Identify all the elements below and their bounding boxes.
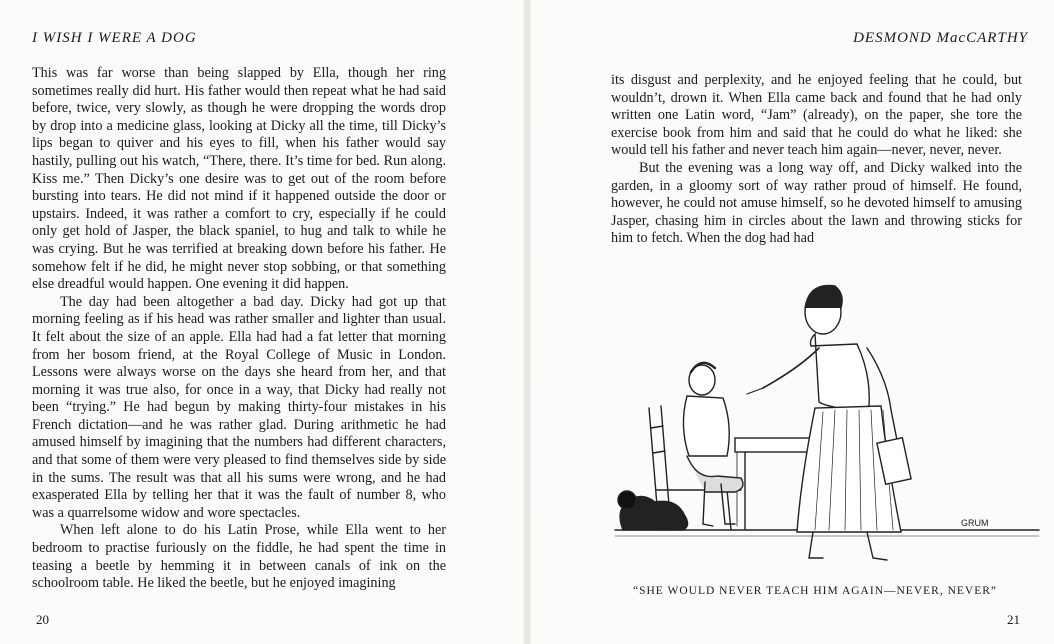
- page-number-right: 21: [1007, 612, 1020, 627]
- illustration-caption: “SHE WOULD NEVER TEACH HIM AGAIN—NEVER, NEVER”: [632, 585, 998, 597]
- paragraph: But the evening was a long way off, and Dicky walked into the garden, in a gloomy sort of way rather proud of himself. He found, however, he could not amuse himself, so he devoted himself to amusing Jasper, chasing him in circles about the lawn and throwing sticks for him to fetch. When the dog had had: [611, 159, 1022, 247]
- illustrator-signature: GRUM: [961, 518, 989, 528]
- paragraph: The day had been altogether a bad day. Dicky had got up that morning feeling as if his head was rather smaller and lighter than usual. It felt about the size of an apple. Ella had had a fat letter that morning from her bosom friend, at the Royal College of Music in London. Lessons were always worse on the days she heard from her, and that morning it was true also, for once in a way, that Dicky had really not been “trying.” He had begun by making thirty-four mistakes in his French dictation—and he was rather glad. During arithmetic he had amused himself by imagining that the numbers had different characters, and that some of them were very pleased to find themselves side by side in the sums. The result was that all his sums were wrong, and he had exasperated Ella by telling her that it was the fault of number 8, who was a quarrelsome widow and wore spectacles.: [32, 293, 446, 521]
- paragraph: its disgust and perplexity, and he enjoyed feeling that he could, but wouldn’t, drown it. When Ella came back and found that he had only written one Latin word, “Jam” (already), on the paper, she tore the exercise book from him and said that he could do what he liked: she would tell his father and never teach him again—never, never, never.: [611, 72, 1022, 159]
- right-page: [527, 0, 1054, 644]
- left-page-text: [32, 65, 446, 593]
- page-number-left: 20: [36, 612, 49, 627]
- running-head-left: I WISH I WERE A DOG: [32, 30, 197, 46]
- paragraph: When left alone to do his Latin Prose, while Ella went to her bedroom to practise furiously on the fiddle, he had spent the time in teasing a beetle by hemming it in between canals of ink on the schoolroom table. He liked the beetle, but he enjoyed imagining: [32, 522, 446, 592]
- running-head-right: DESMOND MacCARTHY: [853, 30, 1028, 46]
- right-page-text: [611, 72, 1022, 248]
- paragraph: This was far worse than being slapped by Ella, though her ring sometimes really did hurt. His father would then repeat what he had said before, twice, very slowly, as though he were dropping the words drop by drop into a medicine glass, looking at Dicky all the time, till Dicky’s lips began to quiver and his eyes to fill, when his father would say hastily, pulling out his watch, “There, there. It’s time for bed. Run along. Kiss me.” Then Dicky’s one desire was to get out of the room before bursting into tears. He did not mind if it happened outside the door or upstairs. Indeed, it was rather a comfort to cry, especially if he could only get hold of Jasper, the black spaniel, to hug and talk to while he was crying. But he was terrified at breaking down before his father. He somehow felt if he did, he might never stop sobbing, or that something else dreadful would happen. One evening it did happen.: [32, 65, 446, 293]
- illustration: [609, 268, 1045, 586]
